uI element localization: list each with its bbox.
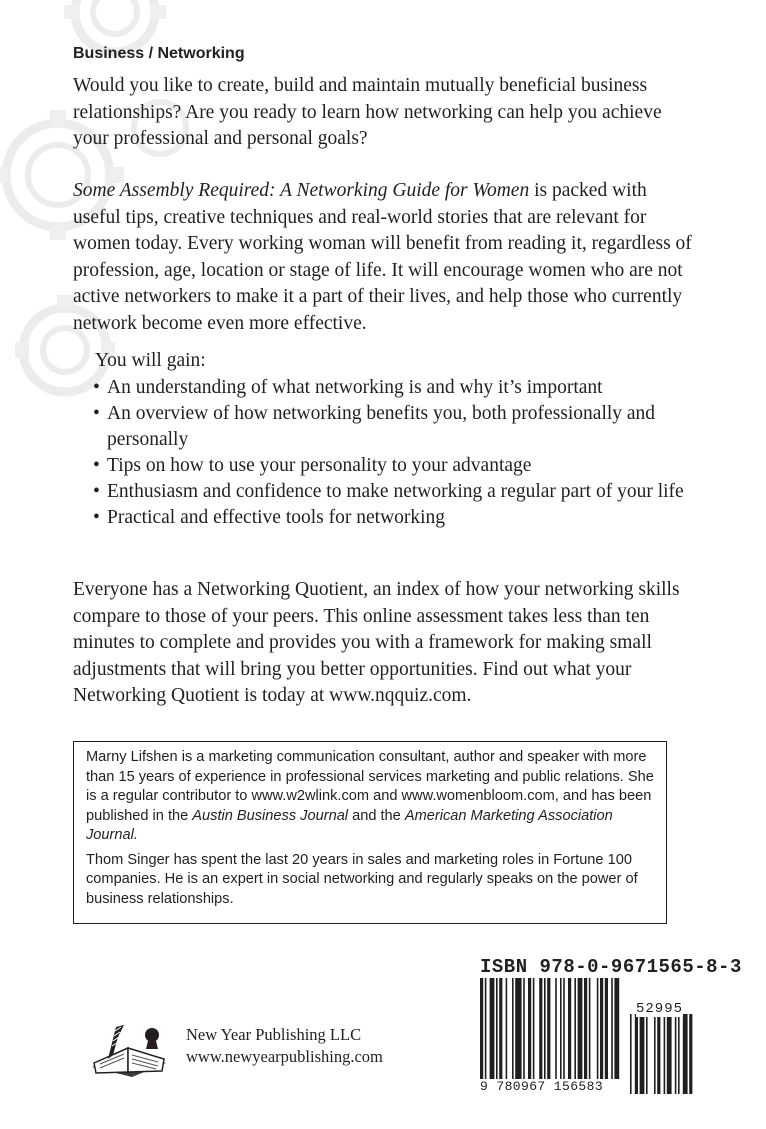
description-text: is packed with useful tips, creative techniques and real-world stories that are relevant for women today. Every working woman will benefit from reading it, regardless of profession, age, location or stage of life. It will encourage women who are not active networkers to make it a part of their lives, and help those who currently network become even more effective. — [73, 180, 692, 334]
bullet-icon: • — [93, 403, 100, 424]
bullet-icon: • — [93, 507, 100, 528]
publisher-url: www.newyearpublishing.com — [186, 1047, 383, 1066]
category-label: Business / Networking — [73, 45, 245, 62]
gains-section — [93, 348, 693, 531]
list-item: • An overview of how networking benefits you, both professionally and personally — [93, 403, 656, 450]
bullet-icon: • — [93, 481, 100, 502]
intro-paragraph: Would you like to create, build and maintain mutually beneficial business relationships? Are you ready to learn how networking can help you achieve your professional and personal goals? — [73, 75, 662, 149]
ean-digits: 9 780967 156583 — [480, 1079, 620, 1094]
gains-intro: You will gain: — [95, 350, 206, 371]
publisher-name: New Year Publishing LLC — [186, 1025, 362, 1044]
book-quill-logo-icon — [88, 1023, 170, 1079]
price-digits: 52995 — [636, 1001, 684, 1017]
author-bio-marny: Marny Lifshen is a marketing communication consultant, author and speaker with more than 15 years of experience in professional services marketing and public relations. She is a regular contributor to www.w2wlink.com and www.womenbloom.com, and has been published in the Austin Business Journal and the American Marketing Association Journal. — [86, 749, 654, 843]
bullet-icon: • — [93, 455, 100, 476]
list-item: • Practical and effective tools for networking — [93, 505, 693, 531]
book-title: Some Assembly Required: A Networking Guide for Women — [73, 180, 530, 201]
author-bio-thom: Thom Singer has spent the last 20 years in sales and marketing roles in Fortune 100 companies. He is an expert in social networking and regularly speaks on the power of business relationships. — [86, 851, 638, 907]
list-item: • Tips on how to use your personality to your advantage — [93, 453, 693, 479]
description-paragraph — [73, 178, 693, 337]
gains-list — [93, 375, 693, 531]
publisher-block — [88, 1023, 418, 1083]
author-bio-box — [73, 741, 667, 924]
quotient-paragraph: Everyone has a Networking Quotient, an index of how your networking skills compare to those of your peers. This online assessment takes less than ten minutes to complete and provides you with a framework for making small adjustments that will bring you better opportunities. Find out what your Networking Quotient is today at www.nqquiz.com. — [73, 579, 680, 706]
list-item: • An understanding of what networking is and why it’s important — [93, 375, 693, 401]
isbn-label: ISBN 978-0-9671565-8-3 — [480, 956, 742, 978]
list-item: • Enthusiasm and confidence to make networking a regular part of your life — [93, 479, 693, 505]
bullet-icon: • — [93, 377, 100, 398]
